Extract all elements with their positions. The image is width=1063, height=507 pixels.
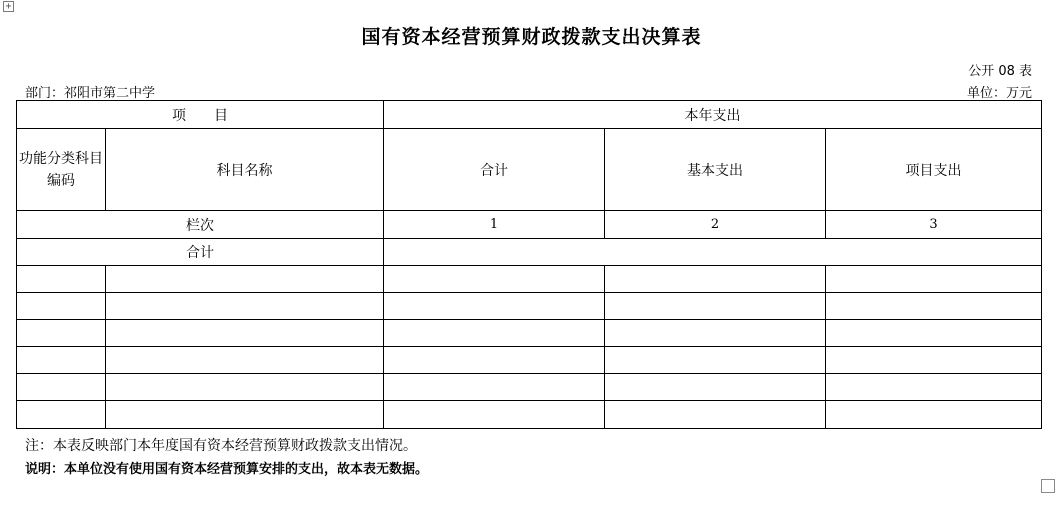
table-row xyxy=(17,320,1042,347)
table-cell[interactable] xyxy=(384,347,605,374)
table-cell[interactable] xyxy=(106,347,384,374)
year-expense-header: 本年支出 xyxy=(384,101,1042,129)
table-cell[interactable] xyxy=(605,347,826,374)
table-row xyxy=(17,401,1042,429)
page-title: 国有资本经营预算财政拨款支出决算表 xyxy=(361,26,702,48)
table-cell[interactable] xyxy=(384,293,605,320)
column-index-row xyxy=(17,211,1042,239)
table-cell[interactable] xyxy=(17,293,106,320)
table-cell[interactable] xyxy=(106,293,384,320)
table-cell[interactable] xyxy=(826,374,1042,401)
table-cell[interactable] xyxy=(605,401,826,429)
total-row xyxy=(17,239,1042,266)
table-row xyxy=(17,266,1042,293)
unit-label: 单位：万元 xyxy=(966,86,1032,101)
table-cell[interactable] xyxy=(605,320,826,347)
table-cell[interactable] xyxy=(826,401,1042,429)
table-note: 注：本表反映部门本年度国有资本经营预算财政拨款支出情况。 xyxy=(25,438,417,454)
function-code-header: 功能分类科目编码 xyxy=(17,129,106,211)
table-cell[interactable] xyxy=(17,401,106,429)
table-cell[interactable] xyxy=(826,347,1042,374)
table-subheader-row xyxy=(17,129,1042,211)
column-index-1: 1 xyxy=(384,211,605,239)
form-number: 公开 08 表 xyxy=(968,64,1032,79)
table-cell[interactable] xyxy=(106,266,384,293)
table-cell[interactable] xyxy=(106,374,384,401)
project-expense-header: 项目支出 xyxy=(826,129,1042,211)
column-index-label: 栏次 xyxy=(17,211,384,239)
table-cell[interactable] xyxy=(826,320,1042,347)
resize-handle-icon[interactable] xyxy=(1041,479,1055,493)
table-cell[interactable] xyxy=(826,293,1042,320)
table-cell[interactable] xyxy=(826,266,1042,293)
table-cell[interactable] xyxy=(17,320,106,347)
table-header-row xyxy=(17,101,1042,129)
table-row xyxy=(17,374,1042,401)
department-label: 部门：祁阳市第二中学 xyxy=(25,86,156,101)
table-cell[interactable] xyxy=(605,293,826,320)
table-cell[interactable] xyxy=(106,320,384,347)
column-index-2: 2 xyxy=(605,211,826,239)
table-row xyxy=(17,347,1042,374)
table-anchor-icon[interactable]: + xyxy=(3,1,14,12)
subject-name-header: 科目名称 xyxy=(106,129,384,211)
table-row xyxy=(17,293,1042,320)
total-header: 合计 xyxy=(384,129,605,211)
table-cell[interactable] xyxy=(384,320,605,347)
table-cell[interactable] xyxy=(384,374,605,401)
table-cell[interactable] xyxy=(17,374,106,401)
table-cell[interactable] xyxy=(17,347,106,374)
table-cell[interactable] xyxy=(384,401,605,429)
table-cell[interactable] xyxy=(17,266,106,293)
column-index-3: 3 xyxy=(826,211,1042,239)
basic-expense-header: 基本支出 xyxy=(605,129,826,211)
expenditure-table xyxy=(16,100,1042,429)
total-row-value[interactable] xyxy=(384,239,1042,266)
table-cell[interactable] xyxy=(384,266,605,293)
item-header: 项 目 xyxy=(17,101,384,129)
table-cell[interactable] xyxy=(106,401,384,429)
total-row-label: 合计 xyxy=(17,239,384,266)
table-cell[interactable] xyxy=(605,374,826,401)
table-cell[interactable] xyxy=(605,266,826,293)
table-explanation: 说明：本单位没有使用国有资本经营预算安排的支出，故本表无数据。 xyxy=(25,462,429,477)
